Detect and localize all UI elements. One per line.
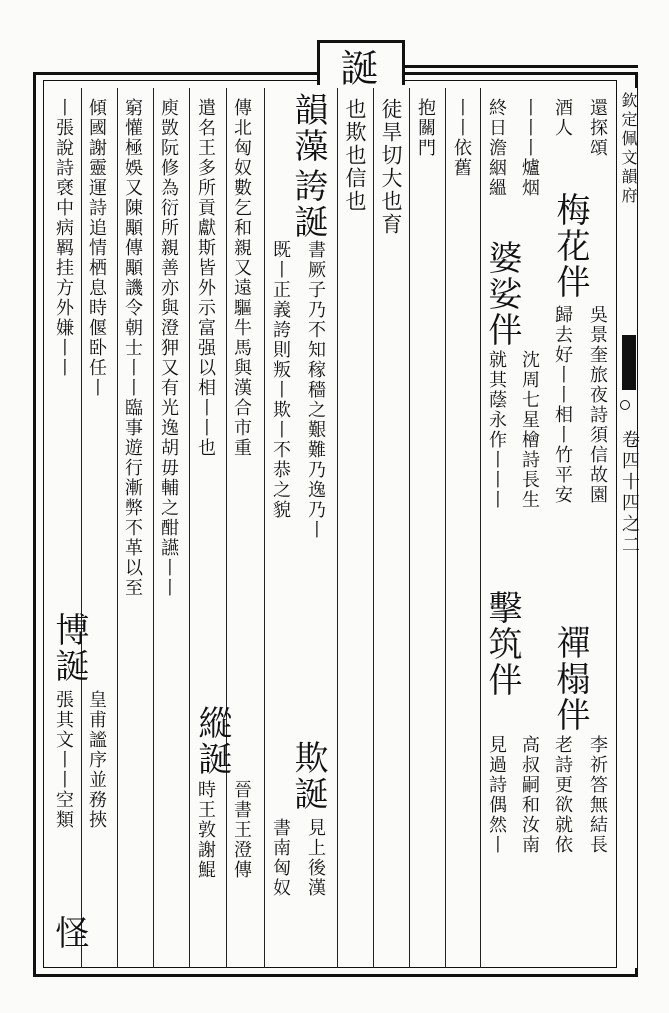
text-column-2c: 老詩更欲就依 [552, 735, 573, 855]
text-column-2b: 歸去好丨丨相丨竹平安 [552, 305, 573, 505]
text-column-15c: 皇甫謐序並務挾 [86, 690, 107, 830]
text-column-11a: 傳北匈奴數乞和親又遠驅牛馬與漢合市重 [231, 98, 252, 458]
column-rule [409, 88, 410, 968]
column-rule [153, 88, 154, 968]
text-column-3a: 丨丨丨爐烟 [519, 98, 540, 198]
heading-character: 誕 [334, 48, 378, 88]
column-rule [117, 88, 118, 968]
text-column-3b: 婆娑伴 [482, 240, 522, 348]
text-column-1c: 吳景奎旅夜詩須信故園 [587, 305, 608, 505]
text-column-9b: 誇誕 [288, 168, 328, 240]
column-rule [226, 88, 227, 968]
margin-title: 欽定佩文韻府 [619, 92, 638, 206]
text-column-2a: 酒人 [552, 98, 573, 138]
text-column-11b: 縱誕 [192, 705, 232, 777]
column-rule [480, 88, 481, 968]
text-column-5: 丨丨依舊 [451, 98, 472, 178]
column-rule [264, 88, 265, 968]
text-column-3d: 擊筑伴 [482, 590, 522, 698]
text-column-9a: 韻藻 [288, 92, 328, 164]
text-column-14: 窮懽極娛又陳顒傳顒譏令朝士丨丨臨事遊行漸弊不革以至 [122, 98, 143, 598]
text-column-16c: 怪 [49, 915, 89, 951]
text-column-10a: 既丨正義誇則叛丨欺丨不恭之貌 [270, 240, 291, 520]
text-column-16a: 丨張說詩褎中病羁挂方外嫌丨丨 [53, 98, 74, 378]
column-rule [81, 88, 82, 968]
text-column-11c: 晉書王澄傳 [231, 780, 252, 880]
text-column-15a: 傾國謝靈運詩追情栖息時偃卧任丨 [86, 98, 107, 398]
volume-label: 卷四十四之二 [619, 430, 640, 556]
text-column-9c: 書厥子乃不知稼穡之艱難乃逸乃丨 [305, 240, 326, 540]
text-column-9d: 欺誕 [288, 740, 328, 812]
text-column-3e: 高叔嗣和汝南 [519, 735, 540, 855]
text-column-1a: 還探頌 [587, 98, 608, 158]
text-column-9e: 見上後漢 [305, 818, 326, 898]
column-rule [373, 88, 374, 968]
column-rule [445, 88, 446, 968]
text-column-6: 抱關門 [415, 98, 436, 158]
top-rule [405, 65, 638, 68]
text-column-12a: 遣名王多所貢獻斯皆外示富强以相丨丨也 [195, 98, 216, 458]
text-column-13: 庾敳阮修為衍所親善亦與澄狎又有光逸胡毋輔之酣讌丨丨 [158, 98, 179, 598]
text-column-1d: 禪榻伴 [550, 625, 590, 733]
text-column-10b: 書南匈奴 [270, 818, 291, 898]
text-column-4c: 見過詩偶然丨 [486, 735, 507, 855]
column-rule [189, 88, 190, 968]
text-column-4b: 就其蔭永作丨丨丨 [486, 350, 507, 510]
text-column-1e: 李祈答無結長 [587, 735, 608, 855]
text-column-3c: 沈周七星檜詩長生 [519, 350, 540, 510]
text-column-7: 徒旱切大也育 [379, 98, 403, 236]
margin-dot [620, 400, 630, 410]
text-column-15b: 博誕 [49, 612, 89, 684]
text-column-16b: 張其文丨丨空類 [53, 690, 74, 830]
text-column-1b: 梅花伴 [550, 192, 590, 300]
fishtail-mark [622, 335, 636, 390]
text-column-4a: 終日澹絪縕 [486, 98, 507, 198]
column-rule [337, 88, 338, 968]
text-column-8: 也欺也信也 [343, 98, 367, 213]
text-column-12b: 時王敦謝鯤 [195, 780, 216, 880]
